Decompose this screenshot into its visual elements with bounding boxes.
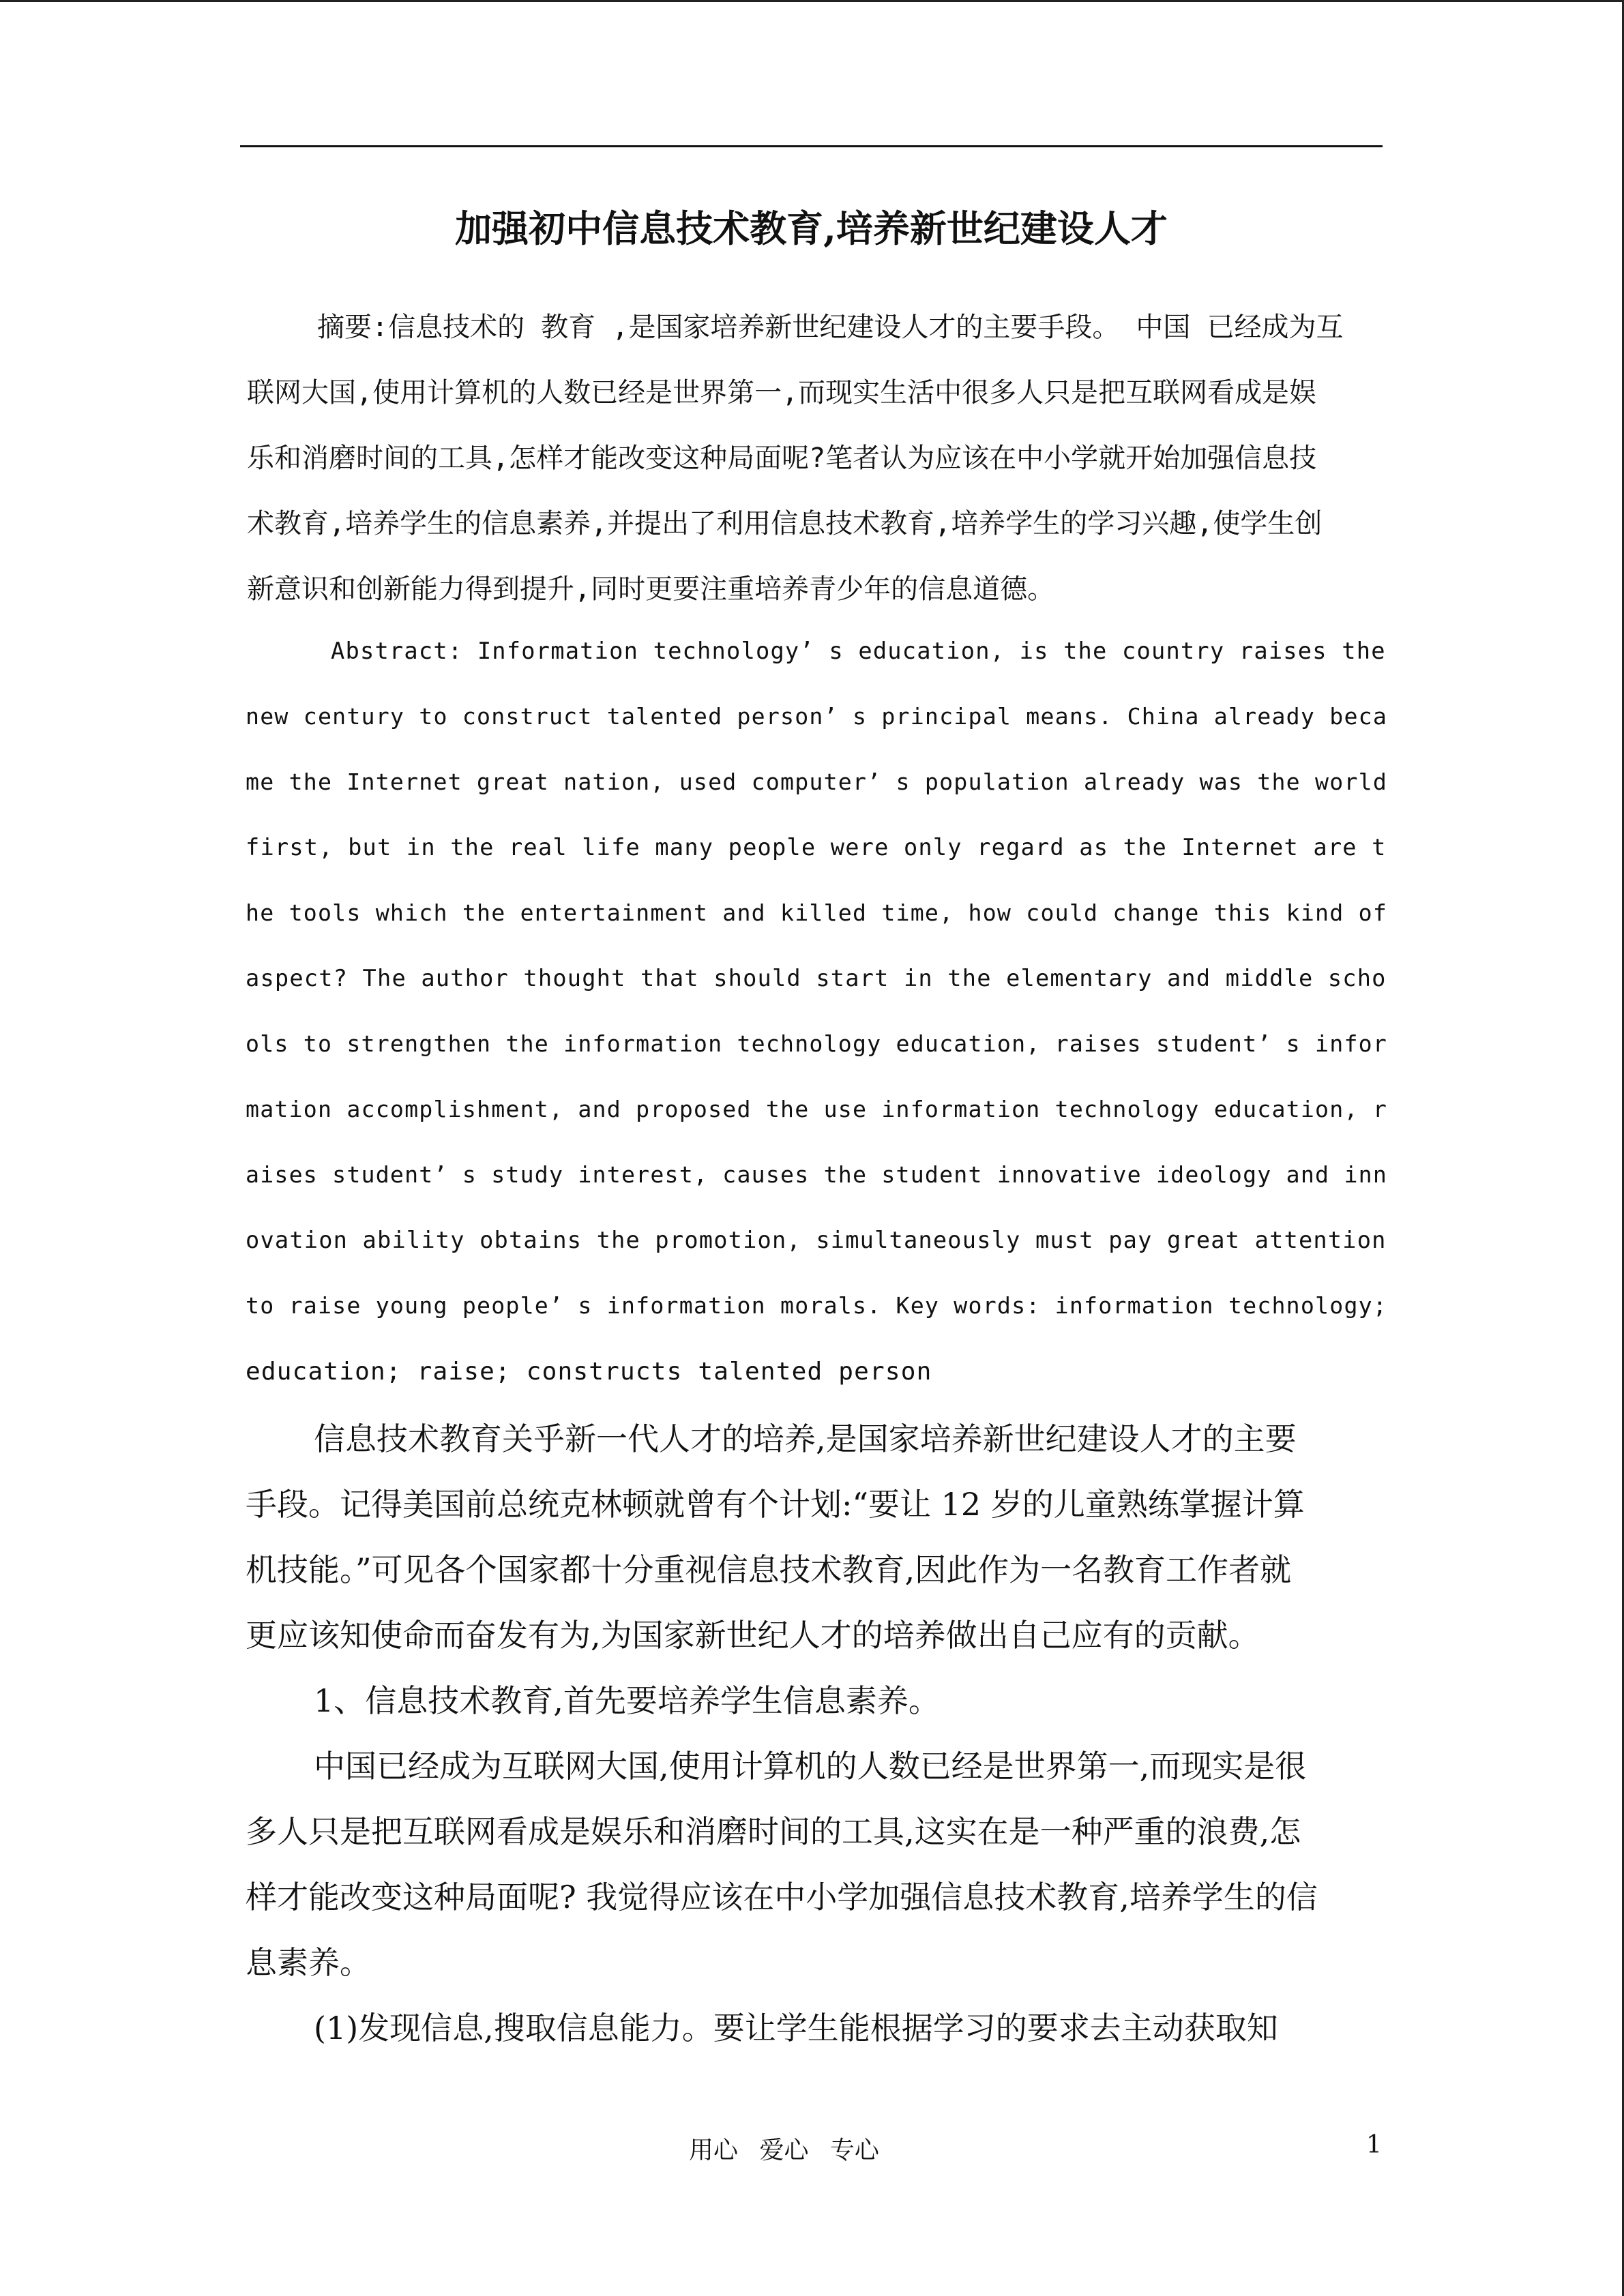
abstract-zh-line: 联网大国,使用计算机的人数已经是世界第一,而现实生活中很多人只是把互联网看成是娱 — [247, 377, 1317, 408]
page-number: 1 — [1366, 2131, 1382, 2159]
page-border-top — [0, 0, 1624, 2]
abstract-en-line: education; raise; constructs talented person — [246, 1358, 932, 1386]
body-line: 手段。记得美国前总统克林顿就曾有个计划:“要让 12 岁的儿童熟练掌握计算 — [246, 1486, 1305, 1523]
footer-motto: 用心 爱心 专心 — [689, 2136, 879, 2164]
abstract-en-line: to raise young people’ s information morals. Key words: information technology; — [246, 1292, 1388, 1319]
section-heading: 1、信息技术教育,首先要培养学生信息素养。 — [314, 1682, 940, 1719]
abstract-zh-line: 新意识和创新能力得到提升,同时更要注重培养青少年的信息道德。 — [247, 573, 1055, 605]
abstract-zh-line: 摘要:信息技术的 教育 ,是国家培养新世纪建设人才的主要手段。 中国 已经成为互 — [317, 312, 1344, 343]
abstract-en-line: ovation ability obtains the promotion, simultaneously must pay great attention — [246, 1227, 1387, 1253]
abstract-zh-line: 乐和消磨时间的工具,怎样才能改变这种局面呢?笔者认为应该在中小学就开始加强信息技 — [247, 443, 1317, 474]
body-line: 多人只是把互联网看成是娱乐和消磨时间的工具,这实在是一种严重的浪费,怎 — [246, 1813, 1301, 1850]
header-rule — [240, 145, 1383, 147]
abstract-zh-line: 术教育,培养学生的信息素养,并提出了利用信息技术教育,培养学生的学习兴趣,使学生创 — [247, 508, 1323, 539]
abstract-en-line: aises student’ s study interest, causes the student innovative ideology and inn — [246, 1161, 1388, 1188]
abstract-en-line: mation accomplishment, and proposed the use information technology education, r — [246, 1096, 1388, 1122]
body-line: 信息技术教育关乎新一代人才的培养,是国家培养新世纪建设人才的主要 — [314, 1420, 1297, 1457]
body-line: 样才能改变这种局面呢? 我觉得应该在中小学加强信息技术教育,培养学生的信 — [246, 1879, 1318, 1915]
abstract-en-line: Abstract: Information technology’ s education, is the country raises the — [331, 638, 1386, 664]
document-title: 加强初中信息技术教育,培养新世纪建设人才 — [455, 207, 1168, 250]
body-line: (1)发现信息,搜取信息能力。要让学生能根据学习的要求去主动获取知 — [314, 2010, 1278, 2046]
abstract-en-line: me the Internet great nation, used computer’ s population already was the world — [246, 769, 1388, 795]
abstract-en-line: ols to strengthen the information technology education, raises student’ s infor — [246, 1030, 1388, 1057]
abstract-en-line: new century to construct talented person’ s principal means. China already beca — [246, 703, 1388, 730]
body-line: 更应该知使命而奋发有为,为国家新世纪人才的培养做出自己应有的贡献。 — [246, 1617, 1260, 1654]
abstract-en-line: he tools which the entertainment and killed time, how could change this kind of — [246, 899, 1388, 926]
abstract-en-line: aspect? The author thought that should start in the elementary and middle scho — [246, 965, 1387, 992]
abstract-en-line: first, but in the real life many people were only regard as the Internet are t — [246, 834, 1387, 861]
body-line: 息素养。 — [246, 1944, 371, 1981]
body-line: 机技能。”可见各个国家都十分重视信息技术教育,因此作为一名教育工作者就 — [246, 1551, 1292, 1588]
body-line: 中国已经成为互联网大国,使用计算机的人数已经是世界第一,而现实是很 — [314, 1748, 1307, 1785]
